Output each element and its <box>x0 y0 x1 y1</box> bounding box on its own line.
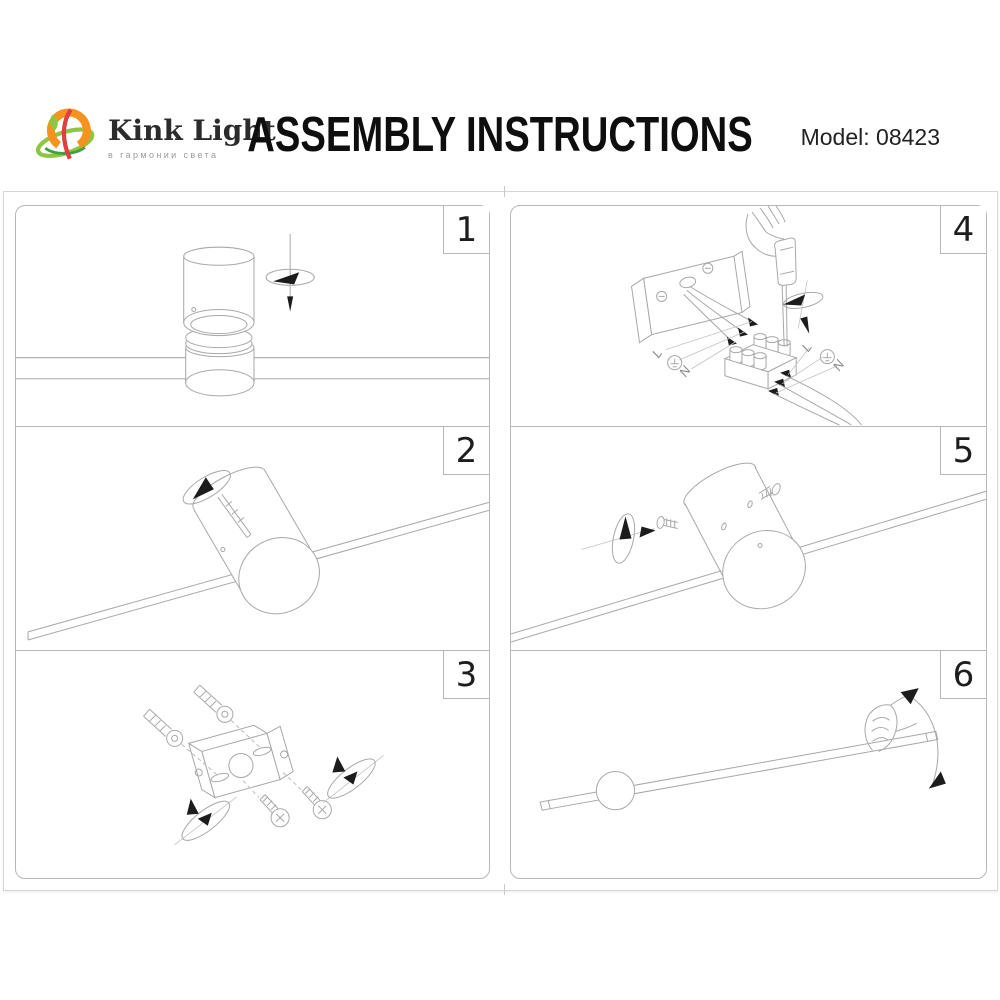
wall-bracket <box>202 733 280 797</box>
down-arrowhead-icon <box>287 296 293 311</box>
neutral-label: N <box>675 363 694 380</box>
step-1-panel <box>16 206 489 427</box>
step-6-panel <box>511 651 986 879</box>
line-label: L <box>648 345 666 361</box>
line-label: L <box>798 339 815 355</box>
step-1-illustration <box>16 206 489 426</box>
step-3-panel <box>16 651 489 879</box>
rotation-arrow-icon <box>782 280 824 333</box>
step-number: 6 <box>952 654 975 695</box>
step-number: 2 <box>455 430 478 471</box>
step-number-badge <box>443 651 489 699</box>
step-number-badge <box>940 651 986 699</box>
step-4-illustration <box>511 206 986 426</box>
rotate-arc-arrow-icon <box>901 688 946 788</box>
neutral-label: N <box>829 357 848 374</box>
step-6-illustration <box>511 651 986 879</box>
step-number-badge <box>443 206 489 254</box>
steps-column-left <box>15 205 490 879</box>
brand-tagline: в гармонии света <box>108 150 219 160</box>
step-2-panel <box>16 427 489 651</box>
brand-name: Kink Light <box>108 114 276 147</box>
center-mark-bottom <box>504 884 505 895</box>
step-number-badge <box>940 206 986 254</box>
rotation-arrowhead-icon <box>273 272 299 284</box>
center-mark-top <box>504 186 505 197</box>
step-number-badge <box>443 427 489 475</box>
rotation-arrow-icon <box>322 753 383 805</box>
screw-icon <box>283 773 331 819</box>
step-5-panel <box>511 427 986 651</box>
screw-icon <box>656 516 678 529</box>
step-number: 3 <box>455 654 478 695</box>
model-number: Model: 08423 <box>800 124 940 150</box>
wall-anchor-icon <box>144 709 217 774</box>
screwdriver-icon <box>775 238 797 285</box>
step-number: 5 <box>952 430 975 471</box>
sphere-joint <box>596 772 634 810</box>
step-3-illustration <box>16 651 489 879</box>
step-5-illustration <box>511 427 986 650</box>
steps-column-right <box>510 205 987 879</box>
screw-icon <box>243 781 289 827</box>
step-number-badge <box>940 427 986 475</box>
page-title: ASSEMBLY INSTRUCTIONS <box>247 108 753 162</box>
step-number: 1 <box>455 209 478 250</box>
step-number: 4 <box>952 209 975 250</box>
step-4-panel <box>511 206 986 427</box>
step-2-illustration <box>16 427 489 650</box>
rotation-arrow-icon <box>581 512 655 565</box>
rotation-arrow-icon <box>175 795 237 847</box>
